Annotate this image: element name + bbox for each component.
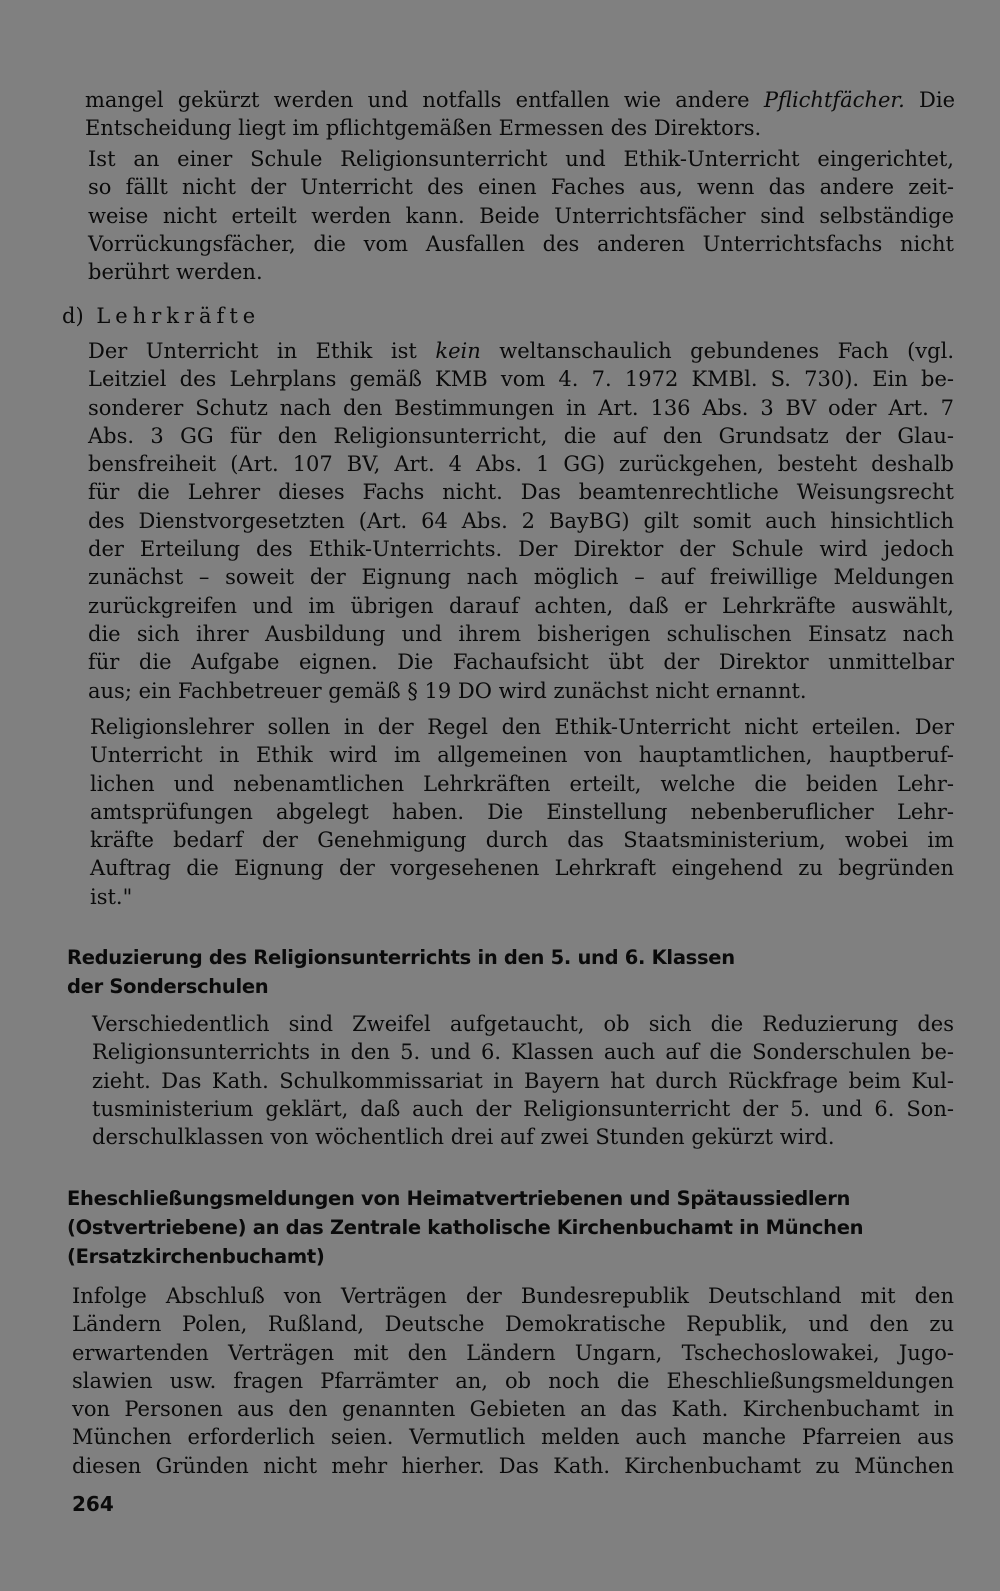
text-line: der Erteilung des Ethik-Unterrichts. Der Direktor der Schule wird jedoch (88, 537, 954, 562)
text-line: lichen und nebenamtlichen Lehrkräften erteilt, welche die beiden Lehr- (90, 771, 954, 796)
paragraph-5 (92, 1010, 954, 1151)
text-line: Verschiedentlich sind Zweifel aufgetaucht, ob sich die Reduzierung des (92, 1012, 954, 1036)
emphasis: Pflichtfächer. (763, 88, 905, 112)
text-line: Auftrag die Eignung der vorgesehenen Lehrkraft eingehend zu begründen (90, 856, 954, 881)
section-heading-d (62, 302, 260, 330)
page-number: 264 (72, 1492, 114, 1516)
heading-line: (Ersatzkirchenbuchamt) (67, 1245, 325, 1268)
heading-eheschliessungsmeldungen (67, 1184, 863, 1271)
text-line: amtsprüfungen abgelegt haben. Die Einstellung nebenberuflicher Lehr- (90, 799, 954, 824)
paragraph-1 (85, 86, 955, 143)
section-title: Lehrkräfte (96, 304, 261, 328)
text-line: derschulklassen von wöchentlich drei auf zwei Stunden gekürzt wird. (92, 1125, 835, 1150)
text-line: zunächst – soweit der Eignung nach möglich – auf freiwillige Meldungen (88, 565, 954, 590)
text-line: die sich ihrer Ausbildung und ihrem bisherigen schulischen Einsatz nach (88, 621, 954, 646)
emphasis: kein (435, 339, 481, 363)
text-line: aus; ein Fachbetreuer gemäß § 19 DO wird zunächst nicht ernannt. (88, 678, 807, 703)
paragraph-3 (88, 337, 954, 705)
text-line: für die Lehrer dieses Fachs nicht. Das beamtenrechtliche Weisungsrecht (88, 480, 954, 505)
text-line: so fällt nicht der Unterricht des einen Faches aus, wenn das andere zeit- (88, 175, 954, 200)
text-line: bensfreiheit (Art. 107 BV, Art. 4 Abs. 1 GG) zurückgehen, besteht deshalb (88, 452, 954, 477)
paragraph-6 (72, 1282, 954, 1480)
text-line: für die Aufgabe eignen. Die Fachaufsicht übt der Direktor unmittelbar (88, 650, 954, 675)
heading-line: (Ostvertriebene) an das Zentrale katholische Kirchenbuchamt in München (67, 1216, 864, 1239)
text-line: Infolge Abschluß von Verträgen der Bundesrepublik Deutschland mit den (72, 1284, 954, 1308)
text-line: Vorrückungsfächer, die vom Ausfallen des anderen Unterrichtsfachs nicht (88, 231, 954, 256)
text-line: berührt werden. (88, 260, 263, 285)
text-line: mangel gekürzt werden und notfalls entfallen wie andere Pflichtfächer. Die (85, 88, 955, 112)
text-line: Unterricht in Ethik wird im allgemeinen von hauptamtlichen, hauptberuf- (90, 743, 954, 768)
heading-line: der Sonderschulen (67, 975, 269, 998)
text-line: erwartenden Verträgen mit den Ländern Ungarn, Tschechoslowakei, Jugo- (72, 1340, 954, 1365)
text-line: ist." (90, 884, 133, 909)
text-line: Religionslehrer sollen in der Regel den Ethik-Unterricht nicht erteilen. Der (90, 715, 954, 739)
text-line: Abs. 3 GG für den Religionsunterricht, die auf den Grundsatz der Glau- (88, 423, 954, 448)
paragraph-4 (90, 713, 954, 911)
text-line: sonderer Schutz nach den Bestimmungen in Art. 136 Abs. 3 BV oder Art. 7 (88, 395, 954, 420)
heading-reduzierung (67, 943, 735, 1001)
text-line: Der Unterricht in Ethik ist kein weltanschaulich gebundenes Fach (vgl. (88, 339, 954, 363)
text-line: Ländern Polen, Rußland, Deutsche Demokratische Republik, und den zu (72, 1312, 954, 1337)
text-line: zieht. Das Kath. Schulkommissariat in Bayern hat durch Rückfrage beim Kul- (92, 1068, 954, 1093)
text-line: slawien usw. fragen Pfarrämter an, ob noch die Eheschließungsmeldungen (72, 1368, 954, 1393)
text-line: diesen Gründen nicht mehr hierher. Das Kath. Kirchenbuchamt zu München (72, 1453, 954, 1478)
text-line: kräfte bedarf der Genehmigung durch das Staatsministerium, wobei im (90, 828, 954, 853)
section-marker: d) (62, 304, 84, 328)
text-line: Entscheidung liegt im pflichtgemäßen Ermessen des Direktors. (85, 116, 762, 141)
text-line: Leitziel des Lehrplans gemäß KMB vom 4. 7. 1972 KMBl. S. 730). Ein be- (88, 367, 954, 392)
text-line: Religionsunterrichts in den 5. und 6. Klassen auch auf die Sonderschulen be- (92, 1040, 954, 1065)
paragraph-2 (88, 145, 954, 286)
text-line: von Personen aus den genannten Gebieten an das Kath. Kirchenbuchamt in (72, 1397, 954, 1422)
text-line: tusministerium geklärt, daß auch der Religionsunterricht der 5. und 6. Son- (92, 1096, 954, 1121)
text-line: weise nicht erteilt werden kann. Beide Unterrichtsfächer sind selbständige (88, 203, 954, 228)
text-line: München erforderlich seien. Vermutlich melden auch manche Pfarreien aus (72, 1425, 954, 1450)
text-line: zurückgreifen und im übrigen darauf achten, daß er Lehrkräfte auswählt, (88, 593, 954, 618)
text-line: Ist an einer Schule Religionsunterricht und Ethik-Unterricht eingerichtet, (88, 147, 954, 171)
heading-line: Reduzierung des Religionsunterrichts in den 5. und 6. Klassen (67, 946, 735, 969)
text-line: des Dienstvorgesetzten (Art. 64 Abs. 2 BayBG) gilt somit auch hinsichtlich (88, 508, 954, 533)
heading-line: Eheschließungsmeldungen von Heimatvertriebenen und Spätaussiedlern (67, 1187, 851, 1210)
